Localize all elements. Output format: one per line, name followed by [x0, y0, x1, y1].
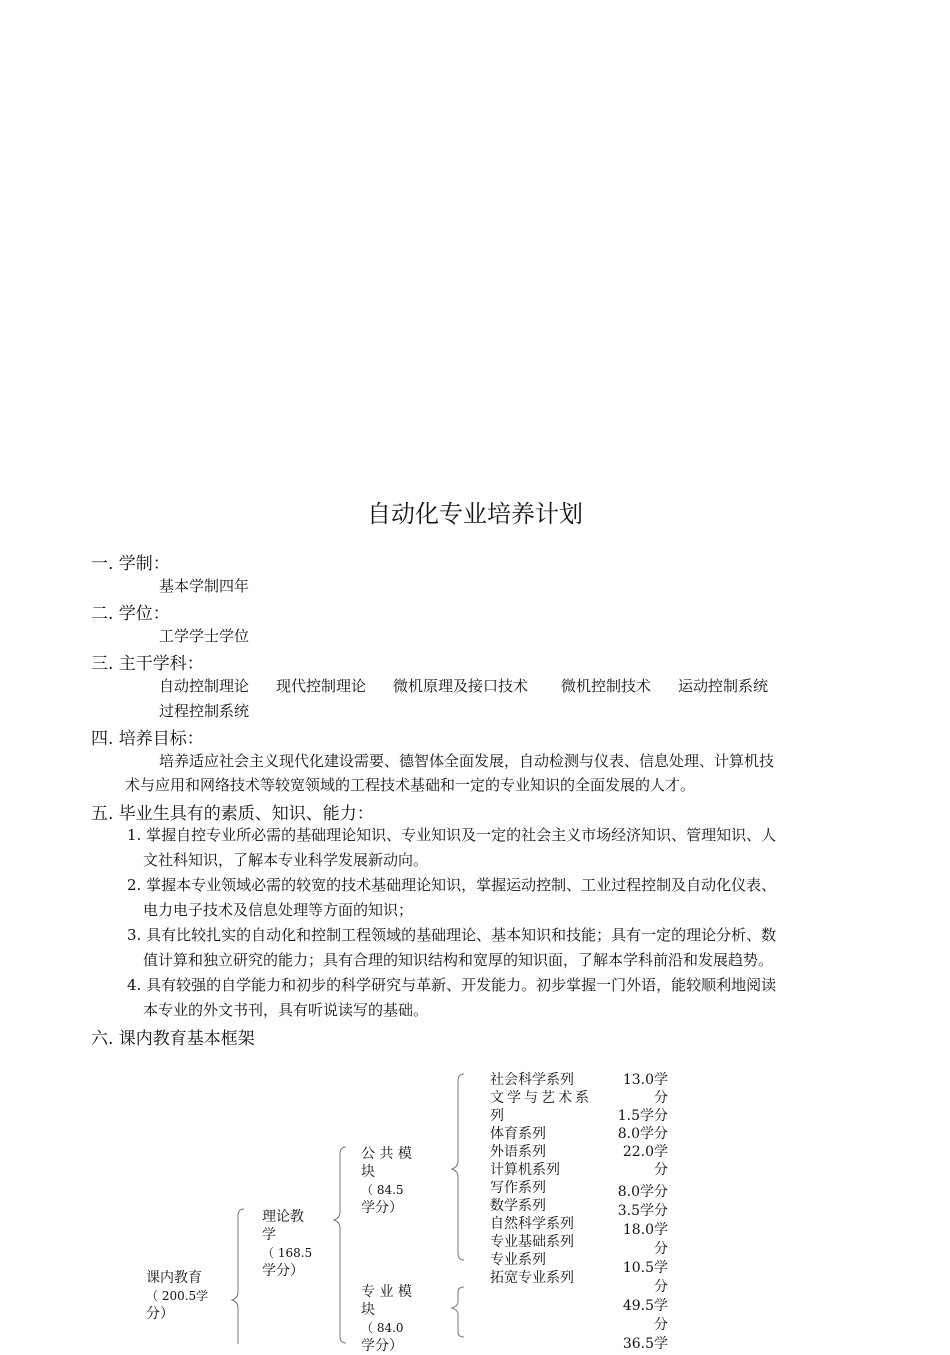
section-heading-abilities: 五. 毕业生具有的素质、知识、能力： — [91, 804, 374, 824]
series-item: 外语系列 — [490, 1144, 546, 1160]
series-item: 计算机系列 — [490, 1162, 560, 1178]
objectives-line: 术与应用和网络技术等较宽领域的工程技术基础和一定的专业知识的全面发展的人才。 — [125, 776, 696, 794]
series-item: 写作系列 — [490, 1180, 546, 1196]
major-module-label: 专 业 模 — [361, 1284, 412, 1300]
ability-item-line: 本专业的外文书刊，具有听说读写的基础。 — [143, 1001, 429, 1019]
theory-node-label: 理论教 — [262, 1209, 304, 1225]
subject-item: 过程控制系统 — [159, 702, 250, 720]
subject-item: 微机控制技术 — [561, 677, 652, 695]
major-module-credits: （ 84.0 — [361, 1321, 404, 1335]
section-heading-objectives: 四. 培养目标： — [91, 729, 204, 749]
section-heading-framework: 六. 课内教育基本框架 — [91, 1029, 255, 1049]
ability-item-line: 值计算和独立研究的能力；具有合理的知识结构和宽厚的知识面，了解本学科前沿和发展趋势。 — [143, 951, 774, 969]
brace-root — [230, 1208, 246, 1344]
credit-value: 22.0学 — [622, 1144, 668, 1160]
section-heading-duration: 一. 学制： — [91, 554, 170, 574]
major-module-label-cont: 块 — [361, 1302, 375, 1318]
brace-theory — [332, 1146, 348, 1344]
credit-value: 分 — [654, 1241, 668, 1257]
public-module-credits-unit: 学分） — [361, 1200, 403, 1216]
root-node-label: 课内教育 — [146, 1270, 202, 1286]
credit-value: 13.0学 — [622, 1072, 668, 1088]
credit-value: 49.5学 — [622, 1298, 668, 1314]
root-node-credits-unit: 分） — [146, 1306, 174, 1322]
series-item: 专业基础系列 — [490, 1234, 574, 1250]
root-node-credits: （ 200.5学 — [146, 1289, 209, 1303]
credit-value: 分 — [654, 1162, 668, 1178]
page-title: 自动化专业培养计划 — [367, 500, 583, 528]
ability-item-line: 3. 具有比较扎实的自动化和控制工程领域的基础理论、基本知识和技能；具有一定的理论分析、数 — [127, 926, 777, 944]
objectives-line: 培养适应社会主义现代化建设需要、德智体全面发展，自动检测与仪表、信息处理、计算机技 — [159, 752, 775, 770]
series-item: 文学与艺术系 — [490, 1090, 592, 1106]
brace-major — [450, 1286, 466, 1338]
public-module-label-cont: 块 — [361, 1164, 375, 1180]
theory-node-credits: （ 168.5 — [262, 1246, 313, 1260]
series-item: 拓宽专业系列 — [490, 1270, 574, 1286]
public-module-credits: （ 84.5 — [361, 1183, 404, 1197]
section-heading-subjects: 三. 主干学科： — [91, 654, 204, 674]
ability-item-line: 4. 具有较强的自学能力和初步的科学研究与革新、开发能力。初步掌握一门外语，能较顺利地阅读 — [127, 976, 777, 994]
series-item: 自然科学系列 — [490, 1216, 574, 1232]
theory-node-credits-unit: 学分） — [262, 1263, 304, 1279]
ability-item-line: 1. 掌握自控专业所必需的基础理论知识、专业知识及一定的社会主义市场经济知识、管理知识、人 — [127, 826, 777, 844]
series-item: 社会科学系列 — [490, 1072, 574, 1088]
brace-public — [450, 1073, 466, 1261]
credit-value: 10.5学 — [622, 1260, 668, 1276]
major-module-credits-unit: 学分） — [361, 1338, 403, 1354]
series-item: 数学系列 — [490, 1198, 546, 1214]
credit-value: 18.0学 — [622, 1222, 668, 1238]
credit-value: 1.5学分 — [617, 1108, 668, 1124]
credit-value: 8.0学分 — [617, 1184, 668, 1200]
subject-item: 自动控制理论 — [159, 677, 250, 695]
credit-value: 36.5学 — [622, 1336, 668, 1352]
credit-value: 分 — [654, 1279, 668, 1295]
degree-text: 工学学士学位 — [159, 627, 250, 645]
ability-item-line: 文社科知识，了解本专业科学发展新动向。 — [143, 851, 429, 869]
series-item: 列 — [490, 1108, 504, 1124]
section-heading-degree: 二. 学位： — [91, 604, 170, 624]
theory-node-label-cont: 学 — [262, 1227, 276, 1243]
credit-value: 8.0学分 — [617, 1126, 668, 1142]
ability-item-line: 电力电子技术及信息处理等方面的知识； — [143, 901, 414, 919]
public-module-label: 公 共 模 — [361, 1146, 412, 1162]
subject-item: 运动控制系统 — [678, 677, 769, 695]
series-item: 体育系列 — [490, 1126, 546, 1142]
credit-value: 分 — [654, 1090, 668, 1106]
series-item: 专业系列 — [490, 1252, 546, 1268]
ability-item-line: 2. 掌握本专业领域必需的较宽的技术基础理论知识，掌握运动控制、工业过程控制及自动化仪表、 — [127, 876, 777, 894]
subject-item: 现代控制理论 — [276, 677, 367, 695]
credit-value: 分 — [654, 1317, 668, 1333]
duration-text: 基本学制四年 — [159, 577, 250, 595]
credit-value: 3.5学分 — [617, 1203, 668, 1219]
subject-item: 微机原理及接口技术 — [393, 677, 529, 695]
